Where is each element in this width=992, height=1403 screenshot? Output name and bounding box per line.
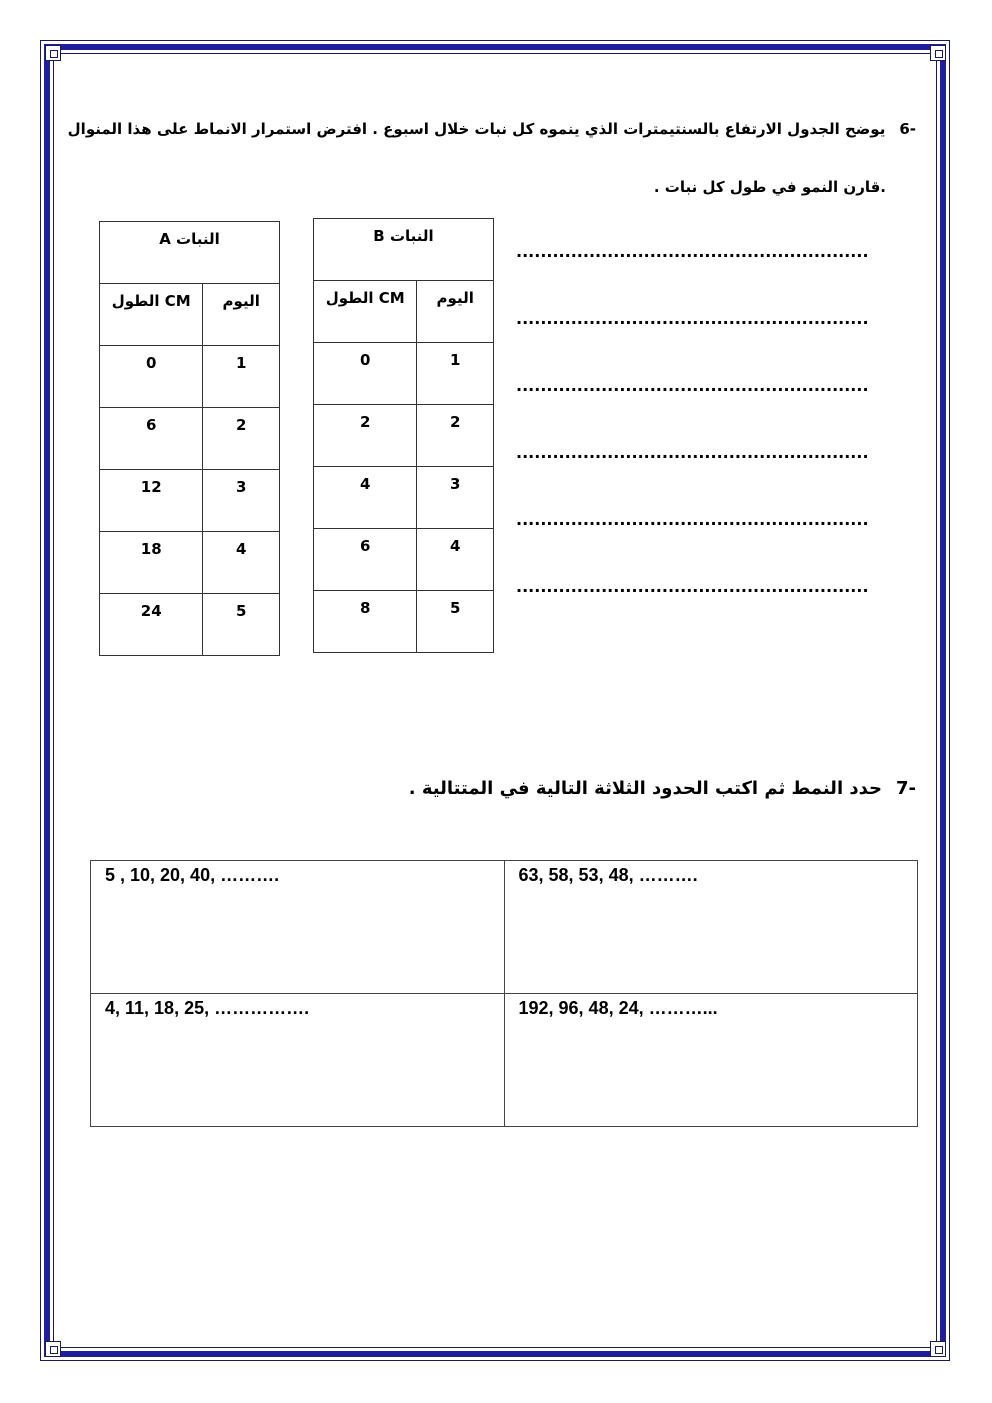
plant-b-length: 2	[314, 405, 417, 467]
plant-b-day-header: اليوم	[417, 281, 494, 343]
plant-a-table	[99, 221, 280, 656]
plant-a-length: 0	[100, 346, 203, 408]
plant-b-day: 2	[417, 405, 494, 467]
sequence-cell[interactable]: 63, 58, 53, 48, ……….	[504, 861, 918, 994]
plant-b-length: 8	[314, 591, 417, 653]
plant-a-title: النبات A	[100, 222, 280, 284]
plant-a-length: 18	[100, 532, 203, 594]
plant-a-length-header: الطول CM	[100, 284, 203, 346]
question-7: -7حدد النمط ثم اكتب الحدود الثلاثة التالية في المتتالية .	[408, 778, 916, 799]
plant-b-length: 0	[314, 343, 417, 405]
border-corner	[930, 1341, 946, 1357]
answer-line[interactable]: ..........................................................	[516, 579, 869, 595]
answer-line[interactable]: ..........................................................	[516, 512, 869, 528]
plant-b-day: 3	[417, 467, 494, 529]
plant-a-day-header: اليوم	[203, 284, 280, 346]
border-corner	[930, 45, 946, 61]
answer-line[interactable]: ..........................................................	[516, 311, 869, 327]
plant-a-day: 5	[203, 594, 280, 656]
sequence-table	[90, 860, 918, 1127]
border-corner	[45, 1341, 61, 1357]
plant-a-length: 6	[100, 408, 203, 470]
question-6-number: -6	[899, 120, 916, 138]
answer-line[interactable]: ..........................................................	[516, 244, 869, 260]
sequence-cell[interactable]: 192, 96, 48, 24, ………...	[504, 994, 918, 1127]
plant-a-day: 3	[203, 470, 280, 532]
question-7-number: -7	[895, 778, 916, 799]
plant-b-day: 4	[417, 529, 494, 591]
plant-a-day: 1	[203, 346, 280, 408]
question-6-line2: .قارن النمو في طول كل نبات .	[653, 178, 886, 196]
plant-b-length: 6	[314, 529, 417, 591]
plant-b-day: 1	[417, 343, 494, 405]
sequence-cell[interactable]: 5 , 10, 20, 40, ……….	[91, 861, 505, 994]
plant-b-length: 4	[314, 467, 417, 529]
plant-b-day: 5	[417, 591, 494, 653]
plant-a-day: 4	[203, 532, 280, 594]
plant-b-length-header: الطول CM	[314, 281, 417, 343]
plant-a-length: 12	[100, 470, 203, 532]
question-6-line1: -6يوضح الجدول الارتفاع بالسنتيمترات الذي ينموه كل نبات خلال اسبوع . افترض استمرار الانماط على هذا المنوال	[67, 120, 916, 138]
answer-line[interactable]: ..........................................................	[516, 378, 869, 394]
answer-line[interactable]: ..........................................................	[516, 445, 869, 461]
plant-a-length: 24	[100, 594, 203, 656]
plant-b-table	[313, 218, 494, 653]
sequence-cell[interactable]: 4, 11, 18, 25, …………….	[91, 994, 505, 1127]
plant-a-day: 2	[203, 408, 280, 470]
border-corner	[45, 45, 61, 61]
plant-b-title: النبات B	[314, 219, 494, 281]
